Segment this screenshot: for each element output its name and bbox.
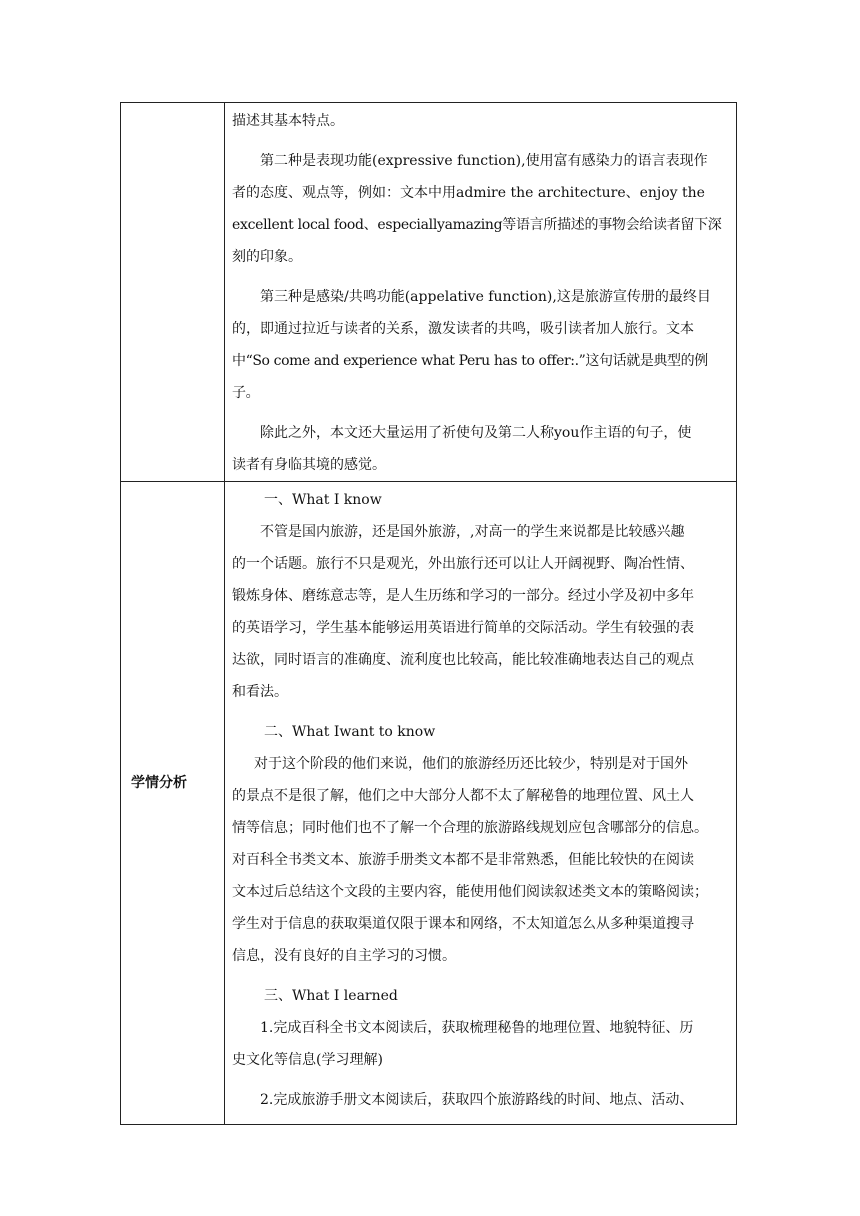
row-label-student-analysis: 学情分析 [131,775,187,791]
paragraph-line: 第三种是感染/共鸣功能(appelative function),这是旅游宣传册的最终目 [260,289,711,305]
paragraph-line: 中“So come and experience what Peru has to offer:.”这句话就是典型的例子。 [232,353,708,401]
paragraph-line: 的英语学习，学生基本能够运用英语进行简单的交际活动。学生有较强的表 [232,620,694,636]
paragraph-line: 1.完成百科全书文本阅读后，获取梳理秘鲁的地理位置、地貌特征、历 [260,1020,694,1036]
section-heading: 一、What I know [264,492,382,508]
section-heading: 三、What I learned [264,988,398,1004]
section-heading: 二、What Iwant to know [264,724,436,740]
paragraph-line: 读者有身临其境的感觉。 [232,457,386,473]
paragraph-line: 的，即通过拉近与读者的关系，激发读者的共鸣，吸引读者加人旅行。文本 [232,321,694,337]
row-label-cell-empty [121,103,225,482]
table-row [121,482,737,1125]
paragraph-line: 者的态度、观点等，例如：文本中用admire the architecture、enjoy the [232,185,705,201]
row-label-cell [121,482,225,1125]
paragraph-line: 达欲，同时语言的准确度、流利度也比较高，能比较准确地表达自己的观点 [232,652,694,668]
paragraph-line: 描述其基本特点。 [232,113,344,129]
paragraph-line: 史文化等信息(学习理解) [232,1052,383,1068]
paragraph-line: 情等信息；同时他们也不了解一个合理的旅游路线规划应包含哪部分的信息。 [232,820,708,836]
paragraph-line: 第二种是表现功能(expressive function),使用富有感染力的语言表现作 [260,153,708,169]
paragraph-line: excellent local food、especiallyamazing等语言所描述的事物会给读者留下深 [232,217,722,233]
paragraph-line: 对百科全书类文本、旅游手册类文本都不是非常熟悉，但能比较快的在阅读 [232,852,694,868]
paragraph-line: 2.完成旅游手册文本阅读后，获取四个旅游路线的时间、地点、活动、 [260,1092,694,1108]
paragraph-line: 文本过后总结这个文段的主要内容，能使用他们阅读叙述类文本的策略阅读； [232,884,708,900]
paragraph-line: 不管是国内旅游，还是国外旅游，,对高一的学生来说都是比较感兴趣 [260,524,685,540]
paragraph-line: 对于这个阶段的他们来说，他们的旅游经历还比较少，特别是对于国外 [254,756,688,772]
paragraph-line: 信息，没有良好的自主学习的习惯。 [232,948,456,964]
paragraph-line: 的一个话题。旅行不只是观光，外出旅行还可以让人开阔视野、陶冶性情、 [232,556,694,572]
lesson-plan-table [120,102,737,1125]
paragraph-line: 锻炼身体、磨练意志等，是人生历练和学习的一部分。经过小学及初中多年 [232,588,694,604]
text-analysis-cell [225,103,737,482]
paragraph-line: 和看法。 [232,684,288,700]
student-analysis-cell [225,482,737,1125]
paragraph-line: 除此之外，本文还大量运用了祈使句及第二人称you作主语的句子，使 [260,425,692,441]
paragraph-line: 的景点不是很了解，他们之中大部分人都不太了解秘鲁的地理位置、风土人 [232,788,694,804]
table-row [121,103,737,482]
paragraph-line: 刻的印象。 [232,249,302,265]
paragraph-line: 学生对于信息的获取渠道仅限于课本和网络，不太知道怎么从多种渠道搜寻 [232,916,694,932]
